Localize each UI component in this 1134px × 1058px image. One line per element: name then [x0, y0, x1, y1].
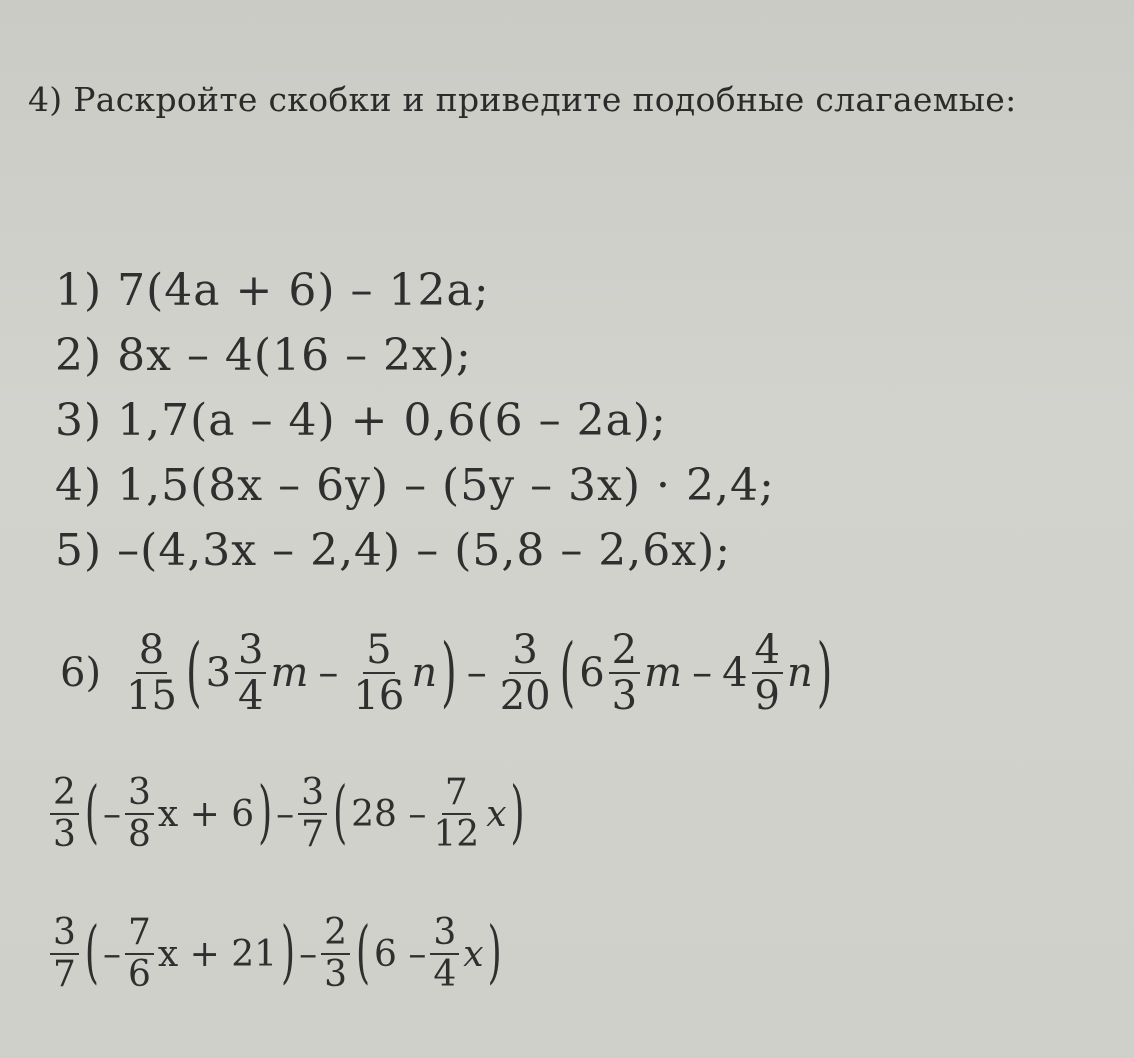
close-paren: ) [441, 629, 457, 717]
fraction: $\frac{2}{3}$ [50, 775, 79, 853]
variable: n [786, 650, 813, 696]
fraction: $\frac{2}{3}$ [321, 915, 350, 993]
whole-part: 4 [722, 650, 748, 696]
term: 28 – [351, 793, 427, 835]
operator: – [466, 650, 487, 696]
fraction: $\frac{3}{4}$ [235, 630, 266, 716]
exercise-item-1: 1) 7(4a + 6) – 12a; [55, 265, 490, 316]
term: 6 – [374, 933, 427, 975]
operator: – [102, 933, 121, 975]
variable: m [644, 650, 683, 696]
operator: – [276, 793, 295, 835]
close-paren: ) [510, 774, 525, 852]
fraction: $\frac{8}{15}$ [126, 627, 177, 719]
item-6-label: 6) [60, 650, 102, 696]
exercise-item-2: 2) 8x – 4(16 – 2x); [55, 330, 472, 381]
fraction: $\frac{3}{7}$ [298, 775, 327, 853]
open-paren: ( [84, 914, 99, 992]
exercise-item-5: 5) –(4,3x – 2,4) – (5,8 – 2,6x); [55, 525, 732, 576]
exercise-item-3: 3) 1,7(a – 4) + 0,6(6 – 2a); [55, 395, 667, 446]
open-paren: ( [84, 774, 99, 852]
fraction: $\frac{3}{20}$ [499, 627, 551, 719]
close-paren: ) [816, 629, 833, 717]
exercise-item-4: 4) 1,5(8x – 6y) – (5y – 3x) · 2,4; [55, 460, 775, 511]
exercise-item-7 [48, 772, 527, 855]
fraction: $\frac{5}{16}$ [353, 627, 405, 719]
fraction: $\frac{3}{4}$ [430, 915, 459, 993]
operator: – [318, 650, 339, 696]
open-paren: ( [333, 774, 348, 852]
fraction: $\frac{7}{6}$ [125, 915, 154, 993]
fraction: $\frac{4}{9}$ [752, 630, 783, 716]
open-paren: ( [355, 914, 371, 992]
fraction: $\frac{2}{3}$ [609, 630, 640, 716]
close-paren: ) [281, 914, 296, 992]
open-paren: ( [559, 629, 576, 717]
fraction: $\frac{3}{8}$ [125, 775, 154, 853]
open-paren: ( [185, 629, 202, 717]
whole-part: 6 [579, 650, 605, 696]
operator: – [299, 933, 318, 975]
operator: – [102, 793, 121, 835]
term: x + 6 [157, 793, 255, 835]
exercise-item-6 [60, 627, 834, 719]
operator: – [692, 650, 713, 696]
close-paren: ) [258, 774, 273, 852]
close-paren: ) [487, 914, 502, 992]
variable: n [411, 650, 438, 696]
variable: m [270, 650, 309, 696]
term: x + 21 [157, 933, 278, 975]
fraction: $\frac{7}{12}$ [433, 772, 480, 855]
exercise-item-8 [48, 912, 504, 995]
exercise-title: 4) Раскройте скобки и приведите подобные слагаемые: [28, 80, 1017, 119]
variable: x [486, 793, 507, 835]
fraction: $\frac{3}{7}$ [50, 915, 79, 993]
variable: x [463, 933, 484, 975]
whole-part: 3 [205, 650, 232, 696]
